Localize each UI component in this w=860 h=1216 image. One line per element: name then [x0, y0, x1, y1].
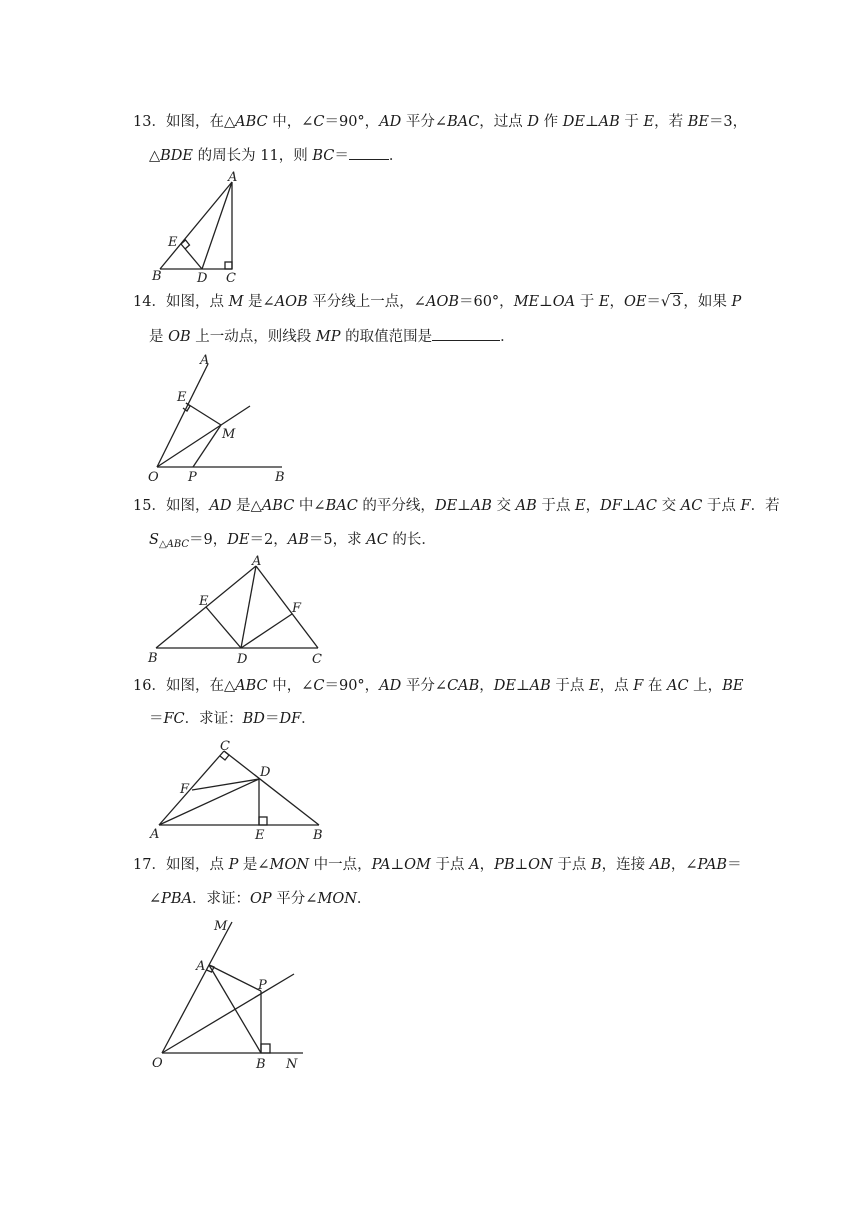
text: ，若: [654, 114, 688, 130]
segment-MP: [193, 425, 221, 467]
label-A: A: [196, 959, 206, 974]
figure-17: [148, 912, 320, 1072]
text: AOB: [274, 294, 308, 310]
text: DE: [434, 498, 458, 514]
text: ABC: [235, 678, 268, 694]
text: PB: [494, 857, 515, 873]
text: 中，∠: [267, 678, 314, 694]
label-A: A: [228, 170, 238, 185]
text: 于: [575, 294, 599, 310]
text: E: [598, 294, 610, 310]
text: 上一动点，则线段: [190, 329, 316, 345]
text: AOB: [425, 294, 459, 310]
text: AB: [529, 678, 551, 694]
label-A: A: [150, 827, 160, 842]
text: FC: [163, 711, 185, 727]
sqrt-expression: √ 3: [660, 294, 682, 310]
text: ，点: [599, 678, 634, 694]
problem-13-line-1: [133, 112, 747, 132]
text: BC: [312, 148, 335, 164]
figure-15: [144, 552, 344, 666]
label-M: M: [222, 427, 236, 442]
label-D: D: [197, 271, 208, 286]
text: CAB: [447, 678, 480, 694]
segment-DF: [241, 614, 292, 648]
text: AD: [209, 498, 232, 514]
text: AD: [379, 114, 402, 130]
text: ＝: [334, 148, 349, 164]
label-O: O: [148, 470, 159, 485]
label-B: B: [275, 470, 285, 485]
label-P: P: [258, 978, 267, 993]
text: 的周长为 11，则: [193, 148, 313, 164]
right-angle-mark-C: [225, 262, 232, 269]
text: MON: [317, 891, 357, 907]
text: 如图，点: [165, 857, 229, 873]
text: 作: [539, 114, 563, 130]
text: DF: [279, 711, 302, 727]
text: 是∠: [238, 857, 270, 873]
text: AD: [379, 678, 402, 694]
label-N: N: [286, 1057, 298, 1072]
text: BE: [722, 678, 744, 694]
text: ＝: [264, 711, 280, 727]
text: ．: [500, 329, 515, 345]
text: 如图，点: [165, 294, 229, 310]
text: △ABC: [158, 539, 190, 550]
text: ＝5，求: [308, 532, 367, 548]
problem-14-line-1: [133, 292, 741, 312]
text: ABC: [235, 114, 268, 130]
text: 于点: [430, 857, 470, 873]
text: 在: [643, 678, 667, 694]
label-O: O: [152, 1056, 163, 1071]
answer-blank[interactable]: [432, 326, 500, 341]
text: ∠: [149, 891, 162, 907]
text: ，: [479, 678, 494, 694]
text: ．求证：: [192, 891, 251, 907]
segment-AC: [159, 751, 224, 825]
text: 平分∠: [401, 678, 448, 694]
text: E: [575, 498, 586, 514]
text: BD: [242, 711, 265, 727]
segment-DE: [181, 244, 202, 269]
text: 于点: [552, 857, 591, 873]
text: P: [228, 857, 239, 873]
text: PA: [371, 857, 391, 873]
text: 是∠: [243, 294, 275, 310]
text: 是△: [231, 498, 262, 514]
right-angle-mark-B: [261, 1044, 270, 1053]
text: 交: [657, 498, 681, 514]
problem-14-line-2: [149, 326, 515, 347]
text: 的长．: [387, 532, 436, 548]
text: ，过点: [479, 114, 528, 130]
segment-BA: [160, 182, 232, 269]
text: 平分线上一点，∠: [307, 294, 426, 310]
text: OP: [250, 891, 272, 907]
text: ABC: [261, 498, 295, 514]
text: A: [469, 857, 480, 873]
text: C: [313, 678, 325, 694]
label-E: E: [168, 235, 178, 250]
ray-OP: [162, 974, 294, 1053]
problem-13-line-2: [149, 145, 403, 166]
label-C: C: [220, 739, 230, 754]
label-B: B: [152, 269, 162, 284]
text: 于点: [536, 498, 576, 514]
text: ．: [301, 711, 316, 727]
text: ⊥: [621, 498, 636, 514]
segment-DE: [206, 607, 241, 648]
text: △: [149, 148, 161, 164]
text: BE: [687, 114, 709, 130]
text: ME: [513, 294, 540, 310]
text: BDE: [160, 148, 194, 164]
text: AB: [649, 857, 671, 873]
segment-AD: [202, 182, 232, 269]
label-A: A: [200, 353, 210, 368]
text: ⊥: [390, 857, 405, 873]
text: ＝90°，: [324, 678, 380, 694]
text: BAC: [325, 498, 358, 514]
text: DE: [227, 532, 250, 548]
text: F: [633, 678, 644, 694]
problem-16-line-2: [149, 709, 316, 729]
text: ．: [356, 891, 372, 907]
text: ＝90°，: [324, 114, 380, 130]
label-M: M: [214, 919, 228, 934]
text: 交: [491, 498, 516, 514]
text: 中一点，: [309, 857, 372, 873]
text: DE: [493, 678, 517, 694]
ray-OA: [157, 364, 208, 467]
label-A: A: [252, 554, 262, 569]
problem-15-number: 15．: [133, 498, 166, 514]
text: S: [149, 532, 159, 548]
text: 如图，: [165, 498, 210, 514]
text: 的取值范围是: [340, 329, 433, 345]
label-D: D: [260, 765, 271, 780]
text: ．求证：: [184, 711, 243, 727]
text: AC: [635, 498, 658, 514]
label-B: B: [148, 651, 158, 666]
text: 平分∠: [401, 114, 448, 130]
text: PAB: [697, 857, 728, 873]
text: 平分∠: [271, 891, 318, 907]
text: BAC: [447, 114, 480, 130]
text: ＝2，: [249, 532, 288, 548]
text: 于点: [550, 678, 590, 694]
bisector-OM: [157, 406, 250, 467]
label-E: E: [199, 594, 209, 609]
segment-EM: [186, 403, 221, 425]
text: F: [740, 498, 751, 514]
text: ，: [609, 294, 624, 310]
label-D: D: [237, 652, 248, 667]
text: P: [731, 294, 742, 310]
text: DE: [562, 114, 585, 130]
text: 是: [149, 329, 169, 345]
label-P: P: [188, 470, 197, 485]
segment-AC: [256, 566, 318, 648]
label-F: F: [292, 601, 302, 616]
answer-blank[interactable]: [349, 145, 389, 160]
label-B: B: [256, 1057, 266, 1072]
text: ，: [479, 857, 495, 873]
problem-14-number: 14．: [133, 294, 166, 310]
text: ＝: [646, 294, 661, 310]
figure-14: [142, 350, 312, 486]
text: ．: [388, 148, 404, 164]
text: 如图，在△: [165, 678, 236, 694]
problem-16-line-1: [133, 676, 743, 696]
text: 于: [619, 114, 644, 130]
figure-13: [148, 172, 248, 284]
text: ，: [585, 498, 601, 514]
problem-17-line-1: [133, 855, 742, 875]
text: 于点: [702, 498, 741, 514]
label-B: B: [313, 828, 323, 843]
text: AC: [667, 678, 689, 694]
text: ON: [528, 857, 553, 873]
problem-15-line-1: [133, 496, 780, 516]
text: OE: [623, 294, 647, 310]
text: E: [589, 678, 600, 694]
segment-AD: [159, 779, 259, 825]
label-E: E: [177, 390, 187, 405]
text: 的平分线，: [357, 498, 435, 514]
text: ＝60°，: [458, 294, 514, 310]
text: MP: [315, 329, 341, 345]
problem-17-number: 17．: [133, 857, 166, 873]
label-C: C: [312, 652, 322, 667]
text: ⊥: [539, 294, 553, 310]
figure-16: [146, 735, 336, 843]
segment-AD: [241, 566, 256, 648]
label-C: C: [226, 271, 236, 286]
text: ，连接: [601, 857, 650, 873]
text: AB: [287, 532, 309, 548]
text: ⊥: [457, 498, 471, 514]
text: E: [643, 114, 655, 130]
text: ＝3，: [708, 114, 748, 130]
text: AB: [515, 498, 537, 514]
text: 上，: [688, 678, 723, 694]
text: PBA: [161, 891, 193, 907]
text: D: [527, 114, 540, 130]
text: AC: [680, 498, 703, 514]
problem-17-line-2: [149, 889, 371, 909]
text: DF: [600, 498, 622, 514]
label-F: F: [180, 782, 190, 797]
text: ⊥: [516, 678, 530, 694]
text: B: [590, 857, 602, 873]
text: ＝: [149, 711, 164, 727]
problem-13-number: 13．: [133, 114, 166, 130]
text: ⊥: [514, 857, 529, 873]
text: ＝9，: [189, 532, 228, 548]
text: 中，∠: [267, 114, 314, 130]
text: C: [313, 114, 325, 130]
label-E: E: [255, 828, 265, 843]
text: ＝: [727, 857, 742, 873]
segment-FD: [192, 779, 259, 790]
problem-16-number: 16．: [133, 678, 166, 694]
text: ，∠: [670, 857, 698, 873]
text: ．若: [750, 498, 780, 514]
text: AB: [598, 114, 620, 130]
text: 中∠: [294, 498, 326, 514]
text: 3: [672, 294, 682, 310]
text: OA: [552, 294, 576, 310]
right-angle-mark-E: [259, 817, 267, 825]
text: OB: [168, 329, 191, 345]
text: 如图，在△: [165, 114, 236, 130]
text: ，如果: [683, 294, 732, 310]
text: AC: [366, 532, 388, 548]
text: AB: [470, 498, 492, 514]
text: ⊥: [584, 114, 599, 130]
text: MON: [269, 857, 310, 873]
ray-OM: [162, 922, 232, 1053]
text: OM: [404, 857, 431, 873]
text: M: [228, 294, 244, 310]
